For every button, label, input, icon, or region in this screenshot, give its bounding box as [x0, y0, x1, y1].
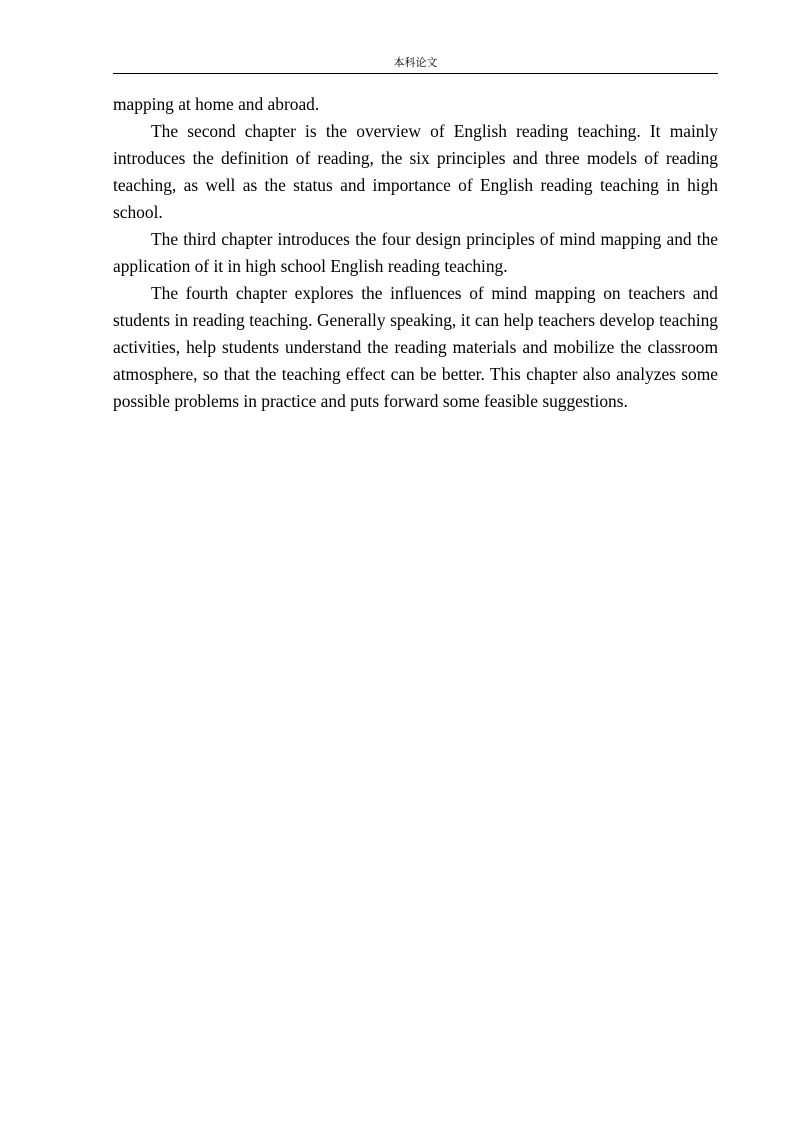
paragraph-fourth-chapter: The fourth chapter explores the influences of mind mapping on teachers and students in reading teaching. Generally speaking, it can help teachers develop teaching activities, help students understand the reading materials and mobilize the classroom atmosphere, so that the teaching effect can be better. This chapter also analyzes some possible problems in practice and puts forward some feasible suggestions.	[113, 283, 718, 411]
body-text	[113, 91, 718, 415]
paragraph-third-chapter: The third chapter introduces the four design principles of mind mapping and the application of it in high school English reading teaching.	[113, 229, 718, 276]
page-header-title: 本科论文	[393, 56, 438, 69]
paragraph-second-chapter: The second chapter is the overview of English reading teaching. It mainly introduces the definition of reading, the six principles and three models of reading teaching, as well as the status and importance of English reading teaching in high school.	[113, 121, 718, 222]
header-divider	[113, 73, 718, 74]
paragraph-continuation: mapping at home and abroad.	[113, 94, 320, 114]
